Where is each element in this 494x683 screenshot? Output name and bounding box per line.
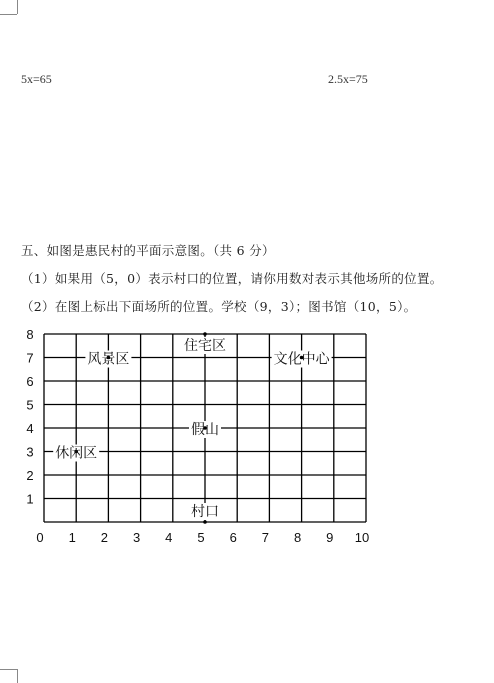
x-tick-label: 8 [293, 530, 302, 545]
y-tick-label: 7 [26, 350, 34, 366]
equation-left: 5x=65 [21, 72, 52, 86]
y-tick-label: 8 [26, 327, 34, 342]
x-tick-label: 10 [354, 530, 370, 545]
place-label: 风景区 [87, 351, 130, 368]
y-tick-label: 5 [26, 397, 34, 413]
x-tick-label: 4 [165, 530, 173, 545]
section-heading: 五、如图是惠民村的平面示意图。（共 6 分） [21, 243, 275, 258]
x-tick-label: 3 [132, 530, 141, 545]
y-tick-label: 3 [26, 444, 34, 460]
place-label: 假山 [191, 422, 219, 438]
place-point [203, 520, 207, 524]
y-tick-label: 4 [26, 421, 34, 436]
y-axis-ticks [26, 327, 33, 507]
x-axis-ticks [36, 530, 369, 545]
place-label: 休闲区 [55, 445, 98, 462]
question-1: （1）如果用（5，0）表示村口的位置，请你用数对表示其他场所的位置。 [21, 271, 443, 286]
place-label: 住宅区 [184, 338, 226, 354]
x-tick-label: 0 [36, 530, 44, 545]
place-point [203, 332, 207, 336]
x-tick-label: 9 [326, 530, 334, 545]
x-tick-label: 6 [229, 530, 237, 545]
equation-right: 2.5x=75 [328, 72, 368, 86]
y-tick-label: 2 [26, 468, 34, 483]
place-label: 村口 [191, 504, 219, 520]
y-tick-label: 1 [26, 491, 34, 507]
x-tick-label: 1 [68, 530, 76, 545]
x-tick-label: 2 [100, 530, 109, 545]
place-label: 文化中心 [273, 351, 330, 368]
y-tick-label: 6 [26, 374, 34, 389]
x-tick-label: 5 [197, 530, 205, 545]
question-2: （2）在图上标出下面场所的位置。学校（9，3）；图书馆（10，5）。 [21, 299, 417, 314]
x-tick-label: 7 [261, 530, 270, 545]
